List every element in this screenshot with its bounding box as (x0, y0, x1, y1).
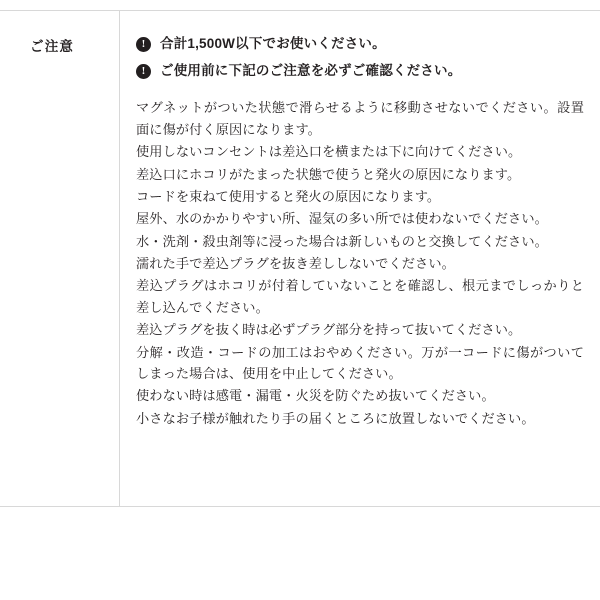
notice-headline (136, 35, 584, 53)
notice-paragraph: 差込プラグはホコリが付着していないことを確認し、根元までしっかりと差し込んでください。 (136, 278, 584, 315)
notice-paragraph: 使わない時は感電・漏電・火災を防ぐため抜いてください。 (136, 388, 495, 404)
notice-headline-text: 合計1,500W以下でお使いください。 (160, 36, 386, 51)
notice-paragraph: 差込プラグを抜く時は必ずプラグ部分を持って抜いてください。 (136, 322, 522, 338)
notice-paragraph-list (136, 97, 584, 429)
notice-paragraph: コードを束ねて使用すると発火の原因になります。 (136, 188, 441, 204)
notice-paragraph: 屋外、水のかかりやすい所、湿気の多い所では使わないでください。 (136, 211, 548, 227)
notice-paragraph: 差込口にホコリがたまった状態で使うと発火の原因になります。 (136, 166, 521, 182)
notice-paragraph: 濡れた手で差込プラグを抜き差ししないでください。 (136, 256, 455, 272)
notice-label: ご注意 (30, 39, 75, 54)
exclamation-circle-icon: ! (136, 37, 151, 52)
notice-paragraph: 分解・改造・コードの加工はおやめください。万が一コードに傷がついてしまった場合は、使用を中止してください。 (136, 344, 584, 381)
notice-label-cell (0, 11, 120, 506)
notice-paragraph: 小さなお子様が触れたり手の届くところに放置しないでください。 (136, 410, 535, 426)
notice-headline-text: ご使用前に下記のご注意を必ずご確認ください。 (160, 63, 462, 79)
notice-paragraph: 使用しないコンセントは差込口を横または下に向けてください。 (136, 144, 522, 160)
notice-body-cell (120, 11, 600, 506)
notice-paragraph: 水・洗剤・殺虫剤等に浸った場合は新しいものと交換してください。 (136, 233, 548, 249)
notice-headline (136, 62, 584, 80)
exclamation-circle-icon: ! (136, 64, 151, 79)
notice-paragraph: マグネットがついた状態で滑らせるように移動させないでください。設置面に傷が付く原因になります。 (136, 100, 584, 137)
notice-block (0, 10, 600, 507)
